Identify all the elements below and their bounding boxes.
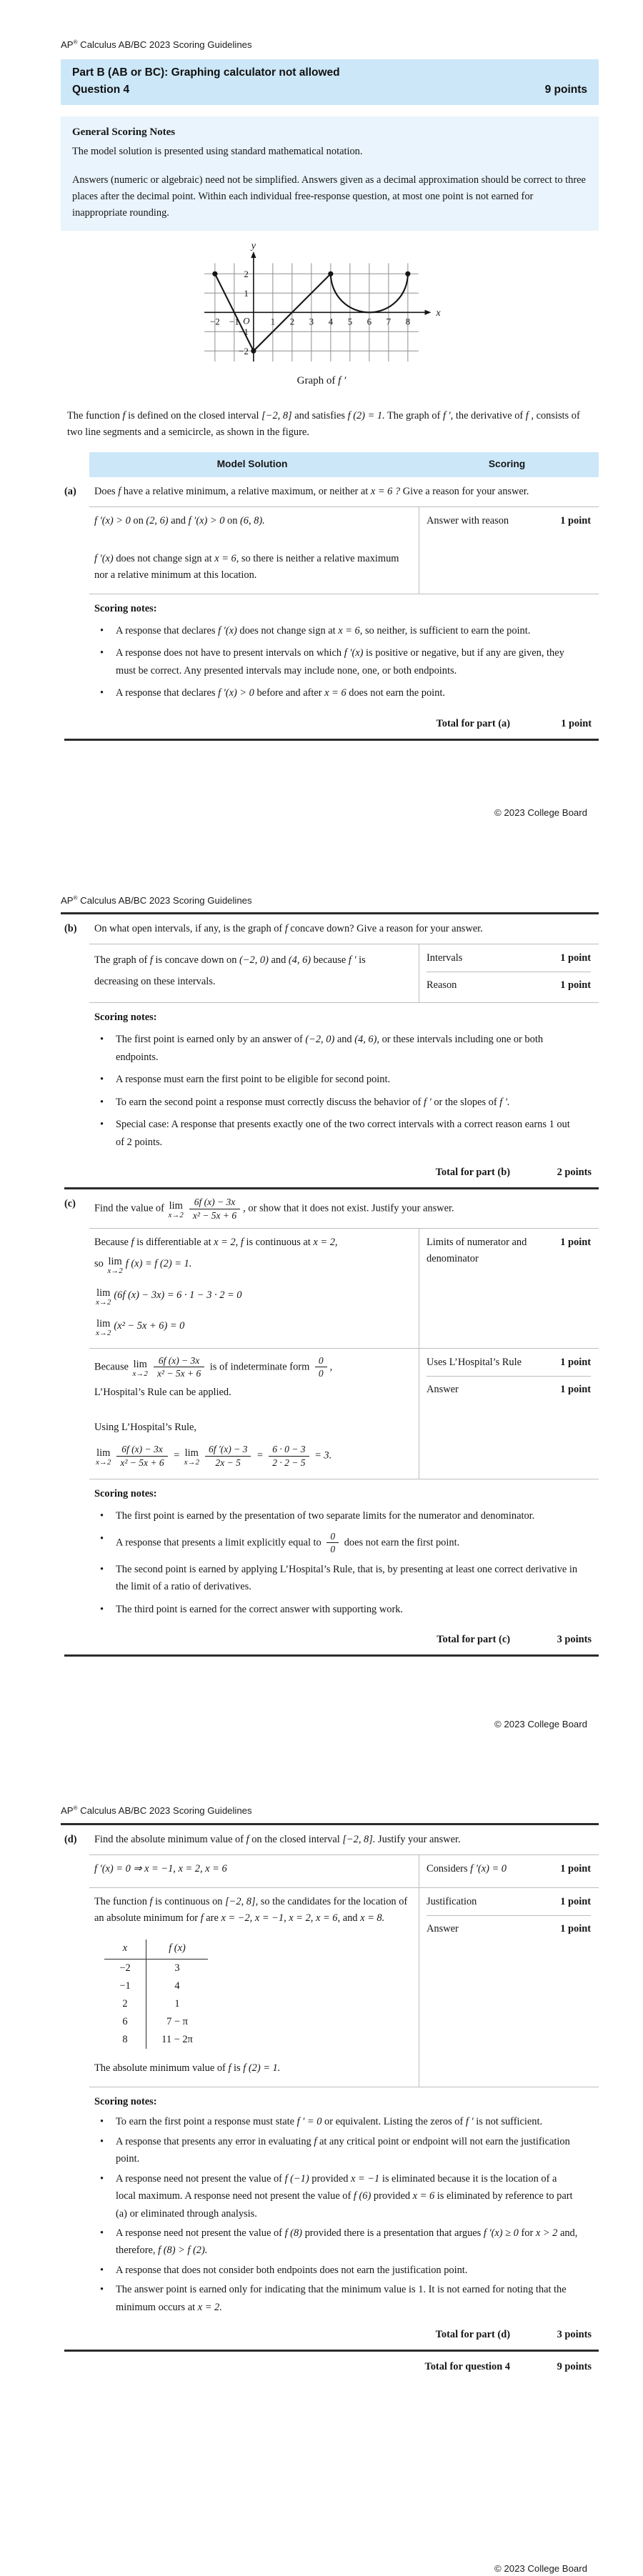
question-points: 9 points (544, 84, 587, 96)
page-1 (0, 0, 643, 820)
divider (427, 1915, 591, 1916)
part-c-model-row-2 (64, 1349, 599, 1479)
model-line: The graph of f is concave down on (−2, 0) and (4, 6) because f ′ is decreasing on these intervals. (94, 954, 366, 987)
score-item: Answer with reason 1 point (427, 514, 591, 526)
page-3 (0, 1732, 643, 2575)
part-d-model-row-2 (64, 1888, 599, 2087)
part-a-model-row (64, 507, 599, 594)
score-item: Limits of numerator and denominator 1 point (427, 1237, 591, 1265)
score-item: Uses L’Hospital’s Rule 1 point (427, 1356, 591, 1368)
model-line: f ′(x) = 0 ⇒ x = −1, x = 2, x = 6 (94, 1862, 227, 1874)
general-scoring-notes-title: General Scoring Notes (72, 126, 176, 139)
svg-text:−2: −2 (209, 316, 220, 327)
table-row: −1 4 (104, 1977, 208, 1995)
svg-text:5: 5 (347, 316, 352, 327)
scoring-note: • A response need not present the value of f (8) provided there is a presentation that argues f ′(x) ≥ 0 for x > 2 and, therefore, f (8) > f (2). (94, 2225, 579, 2260)
table-header-row (89, 452, 599, 476)
scoring-note: • A response does not have to present intervals on which f ′(x) is positive or negative, but if any are given, they must be correct. Any presented intervals may include none, one, or both endpoints. (94, 644, 579, 679)
scoring-table-part-b (64, 914, 599, 1657)
model-line: The absolute minimum value of f is f (2) = 1. (94, 2062, 281, 2074)
model-line: The function f is continuous on [−2, 8], so the candidates for the location of an absolute minimum for f are x = −2, x = −1, x = 2, x = 6, and x = 8. (94, 1895, 408, 1924)
registered-mark: ® (73, 39, 78, 46)
problem-statement: The function f is defined on the closed interval [−2, 8] and satisfies f (2) = 1. The graph of f ′, the derivative of f , consists of two line segments and a semicircle, as shown in the figure. (67, 410, 580, 439)
scoring-note: • A response that declares f ′(x) does not change sign at x = 6, so neither, is sufficient to earn the point. (94, 622, 579, 639)
copyright: © 2023 College Board (494, 2562, 587, 2574)
svg-text:x: x (435, 308, 441, 319)
scoring-header: Scoring (488, 459, 526, 470)
scoring-note: • The second point is earned by applying L’Hospital’s Rule, that is, by presenting at least one correct derivative in the limit of a ratio of derivatives. (94, 1561, 579, 1596)
svg-text:y: y (251, 244, 256, 252)
part-c-scoring-notes: Scoring notes: • The first point is earned by the presentation of two separate limits for the numerator and denominator. • A response that presents a limit explicitly equal to $\frac{0}{0}$ does not earn the first point. • The second point is earned by applying L’Hospital’s Rule, that is, by presenting at least one correct derivative in the limit of a ratio of derivatives. • The third point is earned for the correct answer with supporting work. (64, 1479, 599, 1624)
svg-text:−1: −1 (238, 326, 249, 338)
score-item: Reason 1 point (427, 979, 591, 992)
scoring-note: • A response need not present the value of f (−1) provided x = −1 is eliminated because it is the location of a local maximum. A response need not present the value of f (6) provided x = 6 is eliminated by reference to part (a) or eliminated through analysis. (94, 2170, 579, 2222)
general-scoring-notes (61, 116, 599, 231)
part-b-model-row (64, 944, 599, 1002)
registered-mark: ® (73, 1805, 78, 1812)
table-row: 2 1 (104, 1995, 208, 2013)
svg-text:7: 7 (386, 316, 391, 327)
part-c-label: (c) (64, 1198, 76, 1210)
model-line: so lim x→2 f (x) = f (2) = 1. (94, 1256, 192, 1276)
part-d-label: (d) (64, 1833, 77, 1845)
svg-text:−2: −2 (238, 346, 249, 357)
section-rule (64, 739, 599, 741)
running-header: AP® Calculus AB/BC 2023 Scoring Guidelines (61, 1805, 252, 1817)
model-line: lim x→2 $\frac{6f (x) - 3x}{\text{x² − 5x + 6}}$ = lim x→2 $\frac{6f '(x) - 3}{2x - 5}$ = $\frac{6 \cdot 0 - 3}{2 \cdot 2 - 5}$ = 3. (96, 1444, 332, 1468)
scoring-table-part-d (64, 1825, 599, 2382)
graph-figure (186, 244, 457, 389)
part-a-label: (a) (64, 485, 76, 497)
svg-text:4: 4 (328, 316, 333, 327)
part-d-total: Total for part (d) 3 points (435, 2329, 592, 2341)
part-d-scoring-notes: Scoring notes: • To earn the first point a response must state f ′ = 0 or equivalent. Listing the zeros of f ′ is not sufficient. • A response that presents any error in evaluating f at any critical point or endpoint will not earn the justification point. • A response need not present the value of f (−1) provided x = −1 is eliminated because it is the location of a local maximum. A response need not present the value of f (6) provided x = 6 is eliminated by reference to part (a) or eliminated through analysis. • A response need not present the value of f (8) provided there is a presentation that argues f ′(x) ≥ 0 for x > 2 and, therefore, f (8) > f (2). • A response that does not consider both endpoints does not earn the justification point. • The answer point is earned only for indicating that the minimum value is 1. It is not earned for noting that the minimum occurs at x = 2. (64, 2087, 599, 2320)
svg-text:8: 8 (405, 316, 410, 327)
svg-text:6: 6 (367, 316, 372, 327)
model-solution-header: Model Solution (216, 459, 288, 470)
score-item: Answer 1 point (427, 1383, 591, 1395)
svg-text:−1: −1 (229, 316, 239, 327)
page-2 (0, 820, 643, 1732)
divider (427, 1376, 591, 1377)
model-line: f ′(x) > 0 on (2, 6) and f ′(x) > 0 on (6, 8). (94, 514, 265, 526)
section-rule (64, 1654, 599, 1657)
svg-text:3: 3 (309, 316, 314, 327)
scoring-note: • To earn the second point a response must correctly discuss the behavior of f ′ or the slopes of f ′. (94, 1094, 579, 1111)
question-banner (61, 59, 599, 105)
question-number: Question 4 (72, 84, 130, 96)
part-a-question: (a) Does f have a relative minimum, a relative maximum, or neither at x = 6 ? Give a reason for your answer. (64, 477, 599, 506)
part-b-question: (b) On what open intervals, if any, is the graph of f concave down? Give a reason for your answer. (64, 914, 599, 944)
table-row: 8 11 − 2π (104, 2031, 208, 2049)
scoring-table-part-a (64, 452, 599, 740)
model-line: Because f is differentiable at x = 2, f is continuous at x = 2, (94, 1237, 338, 1249)
scoring-note: • The first point is earned only by an answer of (−2, 0) and (4, 6), or these intervals including one or both endpoints. (94, 1031, 579, 1066)
col-header-x: x (104, 1940, 146, 1960)
part-d-model-row-1 (64, 1855, 599, 1887)
scoring-note: • The first point is earned by the presentation of two separate limits for the numerator and denominator. (94, 1507, 579, 1524)
svg-text:1: 1 (243, 288, 249, 299)
model-line: f ′(x) does not change sign at x = 6, so there is neither a relative maximum nor a relative minimum at this location. (94, 552, 399, 581)
model-line: lim x→2 (x² − 5x + 6) = 0 (96, 1318, 185, 1338)
scoring-note: • The third point is earned for the correct answer with supporting work. (94, 1601, 579, 1618)
part-a-scoring-notes: Scoring notes: • A response that declares f ′(x) does not change sign at x = 6, so neither, is sufficient to earn the point. • A response does not have to present intervals on which f ′(x) is positive or negative, but if any are given, they must be correct. Any presented intervals may include none, one, or both endpoints. • A response that declares f ′(x) > 0 before and after x = 6 does not earn the point. (64, 594, 599, 709)
part-a-total: Total for part (a) 1 point (436, 717, 592, 729)
svg-text:1: 1 (270, 316, 275, 327)
scoring-note: • The answer point is earned only for indicating that the minimum value is 1. It is not earned for noting that the minimum occurs at x = 2. (94, 2281, 579, 2316)
scoring-note: • A response must earn the first point to be eligible for second point. (94, 1071, 579, 1088)
score-item: Intervals 1 point (427, 952, 591, 964)
graph-of-f-prime (186, 244, 457, 368)
score-item: Justification 1 point (427, 1895, 591, 1907)
registered-mark: ® (73, 894, 78, 902)
part-c-total: Total for part (c) 3 points (437, 1634, 592, 1646)
candidates-table (104, 1940, 208, 2049)
model-line: L’Hospital’s Rule can be applied. (94, 1386, 231, 1398)
score-item: Answer 1 point (427, 1922, 591, 1935)
scoring-note: • A response that declares f ′(x) > 0 before and after x = 6 does not earn the point. (94, 684, 579, 702)
part-b-label: (b) (64, 922, 77, 934)
scoring-note: • A response that does not consider both endpoints does not earn the justification point. (94, 2262, 579, 2279)
model-line: Using L’Hospital’s Rule, (94, 1422, 196, 1433)
figure-caption: Graph of f ′ (296, 375, 347, 387)
scoring-note: • To earn the first point a response must state f ′ = 0 or equivalent. Listing the zeros of f ′ is not sufficient. (94, 2113, 579, 2130)
table-row: 6 7 − π (104, 2013, 208, 2031)
copyright: © 2023 College Board (494, 1719, 587, 1730)
part-c-model-row-1 (64, 1229, 599, 1348)
svg-text:O: O (242, 315, 250, 326)
part-d-question: (d) Find the absolute minimum value of f on the closed interval [−2, 8]. Justify your answer. (64, 1825, 599, 1854)
table-row: −2 3 (104, 1959, 208, 1977)
copyright: © 2023 College Board (494, 807, 587, 818)
part-b-scoring-notes: Scoring notes: • The first point is earned only by an answer of (−2, 0) and (4, 6), or these intervals including one or both endpoints. • A response must earn the first point to be eligible for second point. • To earn the second point a response must correctly discuss the behavior of f ′ or the slopes of f ′. • Special case: A response that presents exactly one of the two correct intervals with a correct reason earns 1 out of 2 points. (64, 1003, 599, 1157)
part-b-total: Total for part (b) 2 points (435, 1167, 592, 1179)
running-header: AP® Calculus AB/BC 2023 Scoring Guidelines (61, 39, 252, 50)
model-line: lim x→2 (6f (x) − 3x) = 6 · 1 − 3 · 2 = 0 (96, 1287, 242, 1307)
part-c-question: (c) Find the value of lim x→2 $\frac{6f (x) - 3x}{\text{x² − 5x + 6}}$ , or show that it does not exist. Justify your answer. (64, 1197, 454, 1221)
svg-text:2: 2 (289, 316, 294, 327)
general-scoring-notes-p2: Answers (numeric or algebraic) need not be simplified. Answers given as a decimal approximation should be correct to three places after the decimal point. Within each individual free-response question, at most one point is not earned for inappropriate rounding. (72, 174, 586, 219)
scoring-note: • A response that presents a limit explicitly equal to $\frac{0}{0}$ does not earn the first point. (94, 1530, 579, 1556)
question-total: Total for question 4 9 points (424, 2361, 592, 2373)
part-title: Part B (AB or BC): Graphing calculator not allowed (72, 66, 340, 79)
col-header-fx: f (x) (146, 1940, 209, 1960)
scoring-note: • Special case: A response that presents exactly one of the two correct intervals with a correct reason earns 1 out of 2 points. (94, 1116, 579, 1151)
running-header: AP® Calculus AB/BC 2023 Scoring Guidelines (61, 894, 252, 906)
score-item: Considers f ′(x) = 0 1 point (427, 1862, 591, 1874)
general-scoring-notes-p1: The model solution is presented using standard mathematical notation. (72, 146, 363, 158)
scoring-note: • A response that presents any error in evaluating f at any critical point or endpoint will not earn the justification point. (94, 2133, 579, 2168)
svg-text:2: 2 (243, 269, 249, 280)
model-line: Because lim x→2 $\frac{6f (x) - 3x}{\text{x² − 5x + 6}}$ is of indeterminate form $\frac{0}{0}$ , (94, 1354, 333, 1379)
